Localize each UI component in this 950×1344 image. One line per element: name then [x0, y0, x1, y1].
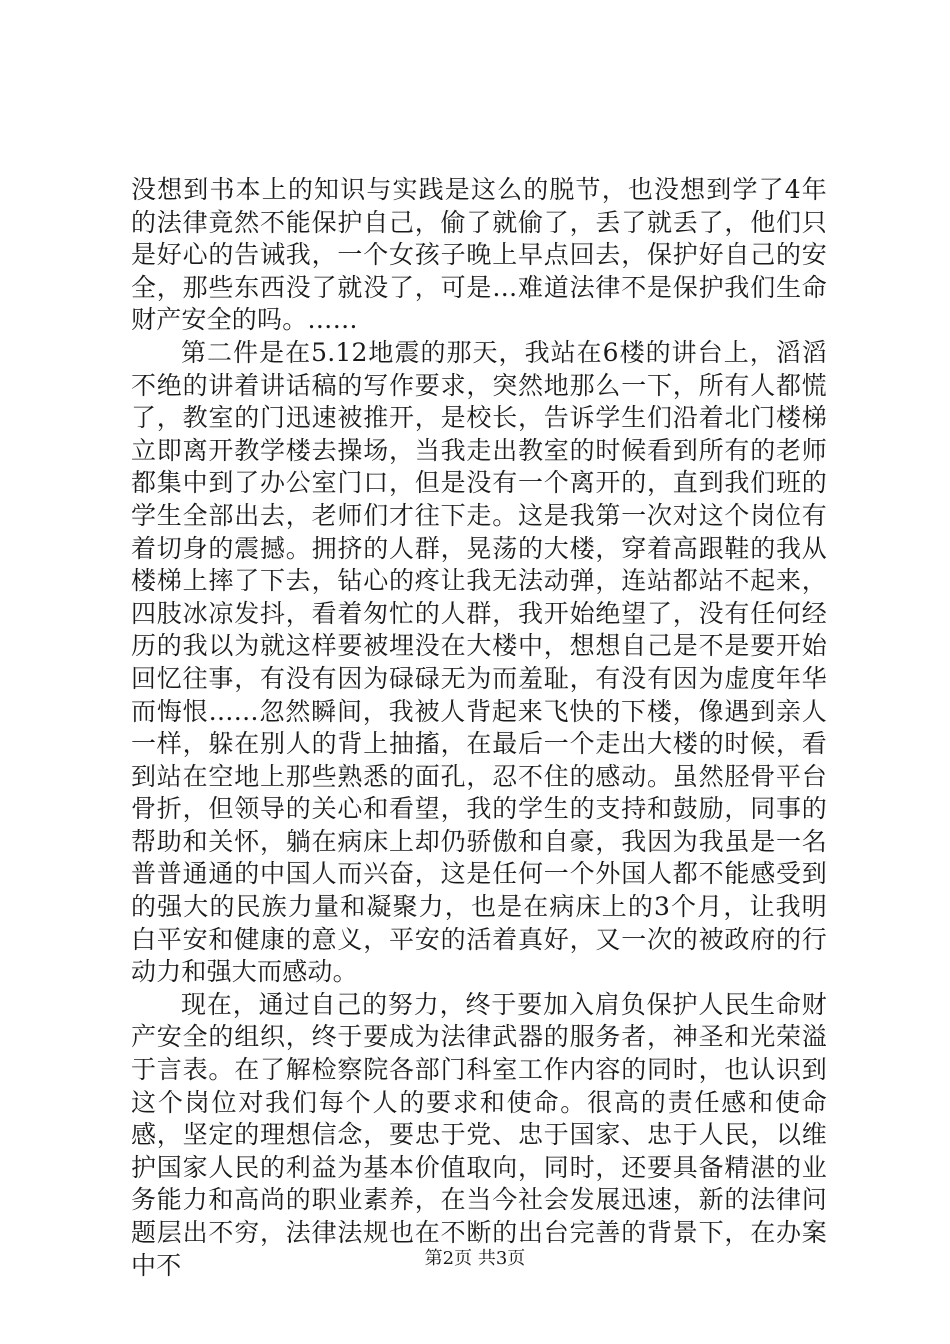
paragraph-1: 没想到书本上的知识与实践是这么的脱节，也没想到学了4年的法律竟然不能保护自己，偷了就偷了，丢了就丢了，他们只是好心的告诫我，一个女孩子晚上早点回去，保护好自己的安全，那些东西没了就没了，可是…难道法律不是保护我们生命财产安全的吗。……: [131, 175, 827, 335]
document-body: [131, 174, 827, 1282]
paragraph-3: 现在，通过自己的努力，终于要加入肩负保护人民生命财产安全的组织，终于要成为法律武器的服务者，神圣和光荣溢于言表。在了解检察院各部门科室工作内容的同时，也认识到这个岗位对我们每个人的要求和使命。很高的责任感和使命感，坚定的理想信念，要忠于党、忠于国家、忠于人民，以维护国家人民的利益为基本价值取向，同时，还要具备精湛的业务能力和高尚的职业素养，在当今社会发展迅速，新的法律问题层出不穷，法律法规也在不断的出台完善的背景下，在办案中不: [131, 989, 827, 1280]
paragraph-2: 第二件是在5.12地震的那天，我站在6楼的讲台上，滔滔不绝的讲着讲话稿的写作要求，突然地那么一下，所有人都慌了，教室的门迅速被推开，是校长，告诉学生们沿着北门楼梯立即离开教学楼去操场，当我走出教室的时候看到所有的老师都集中到了办公室门口，但是没有一个离开的，直到我们班的学生全部出去，老师们才往下走。这是我第一次对这个岗位有着切身的震撼。拥挤的人群，晃荡的大楼，穿着高跟鞋的我从楼梯上摔了下去，钻心的疼让我无法动弹，连站都站不起来，四肢冰凉发抖，看着匆忙的人群，我开始绝望了，没有任何经历的我以为就这样要被埋没在大楼中，想想自己是不是要开始回忆往事，有没有因为碌碌无为而羞耻，有没有因为虚度年华而悔恨……忽然瞬间，我被人背起来飞快的下楼，像遇到亲人一样，躲在别人的背上抽搐，在最后一个走出大楼的时候，看到站在空地上那些熟悉的面孔，忍不住的感动。虽然胫骨平台骨折，但领导的关心和看望，我的学生的支持和鼓励，同事的帮助和关怀，躺在病床上却仍骄傲和自豪，我因为我虽是一名普普通通的中国人而兴奋，这是任何一个外国人都不能感受到的强大的民族力量和凝聚力，也是在病床上的3个月，让我明白平安和健康的意义，平安的活着真好，又一次的被政府的行动力和强大而感动。: [131, 337, 827, 987]
page-footer: 第2页 共3页: [424, 1248, 526, 1269]
